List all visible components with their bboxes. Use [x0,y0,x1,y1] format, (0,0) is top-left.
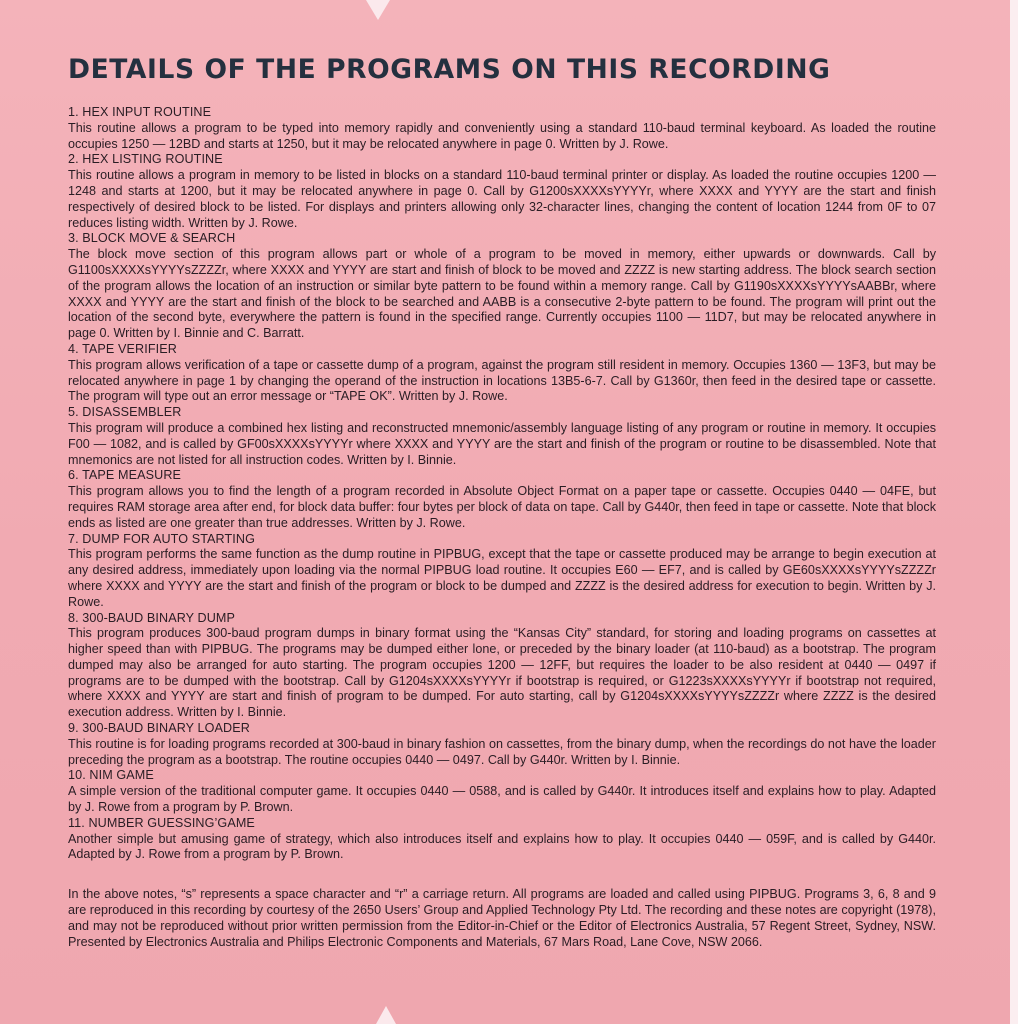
program-list [68,105,936,863]
program-item-1 [68,105,936,152]
top-notch [366,0,390,20]
program-description: This routine allows a program to be typed into memory rapidly and conveniently using a standard 110-baud terminal keyboard. As loaded the routine occupies 1250 — 12BD and starts at 1250, but it may be relocated anywhere in page 0. Written by J. Rowe. [68,120,936,151]
page-edge [1010,0,1018,1024]
document-content [68,54,936,963]
program-item-3 [68,231,936,342]
program-description: This program performs the same function as the dump routine in PIPBUG, except that the tape or cassette produced may be arrange to begin execution at any desired address, immediately upon loading via the normal PIPBUG load routine. It occupies E60 — EF7, and is called by GE60sXXXXsYYYYsZZZZr where XXXX and YYYY are the start and finish of the program or block to be dumped and ZZZZ is the desired address for execution to begin. Written by J. Rowe. [68,547,936,609]
program-heading: 1. HEX INPUT ROUTINE [68,105,212,119]
program-item-4 [68,342,936,405]
program-heading: 3. BLOCK MOVE & SEARCH [68,231,236,246]
program-heading: 6. TAPE MEASURE [68,468,182,483]
program-description: This routine allows a program in memory to be listed in blocks on a standard 110-baud terminal printer or display. As loaded the routine occupies 1200 — 1248 and starts at 1200, but it may be relocated anywhere in page 0. Call by G1200sXXXXsYYYYr, where XXXX and YYYY are the start and finish respectively of desired block to be listed. For displays and printers allowing only 32-character lines, changing the content of location 1244 from 0F to 07 reduces listing width. Written by J. Rowe. [68,168,936,230]
program-description: A simple version of the traditional computer game. It occupies 0440 — 0588, and is called by G440r. It introduces itself and explains how to play. Adapted by J. Rowe from a program by P. Brown. [68,784,936,815]
program-item-11 [68,816,936,863]
page-title: DETAILS OF THE PROGRAMS ON THIS RECORDING [68,54,831,85]
program-description: The block move section of this program allows part or whole of a program to be moved in memory, either upwards or downwards. Call by G1100sXXXXsYYYYsZZZZr, where XXXX and YYYY are start and finish of block to be moved and ZZZZ is new starting address. The block search section of the program allows the location of an instruction or similar byte pattern to be found within a memory range. Call by G1190sXXXXsYYYYsAABBr, where XXXX and YYYY are the start and finish of the block to be searched and AABB is a consecutive 2-byte pattern to be found. The program will print out the location of the second byte, everywhere the pattern is found in the specified range. Currently occupies 1100 — 11D7, but may be relocated anywhere in page 0. Written by I. Binnie and C. Barratt. [68,247,936,341]
program-heading: 9. 300-BAUD BINARY LOADER [68,721,250,736]
program-description: This program will produce a combined hex listing and reconstructed mnemonic/assembly language listing of any program or routine in memory. It occupies F00 — 1082, and is called by GF00sXXXXsYYYYr where XXXX and YYYY are the start and finish of the program or routine to be disassembled. Note that mnemonics are not listed for all instruction codes. Written by I. Binnie. [68,420,936,467]
program-heading: 4. TAPE VERIFIER [68,341,177,356]
program-description: This program allows verification of a tape or cassette dump of a program, against the program still resident in memory. Occupies 1360 — 13F3, but may be relocated anywhere in page 1 by changing the operand of the instruction in locations 13B5-6-7. Call by G1360r, then feed in the desired tape or cassette. The program will type out an error message or “TAPE OK”. Written by J. Rowe. [68,357,936,404]
program-description: This program allows you to find the length of a program recorded in Absolute Object Format on a paper tape or cassette. Occupies 0440 — 04FE, but requires RAM storage area after end, for block data buffer: four bytes per block of data on tape. Call by G440r, then feed in tape or cassette. Note that block ends as listed are one greater than true addresses. Written by J. Rowe. [68,484,936,530]
program-heading: 11. NUMBER GUESSING’GAME [68,815,255,830]
program-heading: 8. 300-BAUD BINARY DUMP [68,610,236,625]
program-heading: 10. NIM GAME [68,768,154,783]
bottom-notch [376,1006,396,1024]
program-item-10 [68,768,936,815]
program-description: This program produces 300-baud program dumps in binary format using the “Kansas City” standard, for storing and loading programs on cassettes at higher speed than with PIPBUG. The programs may be dumped either lone, or preceded by the binary loader (at 110-baud) as a bootstrap. The program dumped may also be arranged for auto starting. The program occupies 1200 — 12FF, but requires the loader to be also resident at 0440 — 0497 if programs are to be dumped with the bootstrap. Call by G1204sXXXXsYYYYr if bootstrap is required, or G1223sXXXXsYYYYr if bootstrap not required, where XXXX and YYYY are start and finish of program to be dumped. For auto starting, call by G1204sXXXXsYYYYsZZZZr where ZZZZ is the desired execution address. Written by I. Binnie. [68,626,936,720]
program-item-9 [68,721,936,768]
program-heading: 7. DUMP FOR AUTO STARTING [68,531,256,546]
program-item-8 [68,611,936,722]
footer-notes: In the above notes, “s” represents a space character and “r” a carriage return. All programs are loaded and called using PIPBUG. Programs 3, 6, 8 and 9 are reproduced in this recording by courtesy of the 2650 Users’ Group and Applied Technology Pty Ltd. The recording and these notes are copyright (1978), and may not be reproduced without prior written permission from the Editor-in-Chief or the Editor of Electronics Australia, 57 Regent Street, Sydney, NSW. Presented by Electronics Australia and Philips Electronic Components and Materials, 67 Mars Road, Lane Cove, NSW 2066. [68,887,936,949]
program-description: This routine is for loading programs recorded at 300-baud in binary fashion on cassettes, from the binary dump, when the recordings do not have the loader preceding the program as a bootstrap. The routine occupies 0440 — 0497. Call by G440r. Written by I. Binnie. [68,736,936,767]
program-heading: 5. DISASSEMBLER [68,405,182,420]
program-item-7 [68,532,936,611]
program-heading: 2. HEX LISTING ROUTINE [68,152,223,167]
program-item-6 [68,468,936,531]
program-item-2 [68,152,936,231]
program-description: Another simple but amusing game of strategy, which also introduces itself and explains how to play. It occupies 0440 — 059F, and is called by G440r. Adapted by J. Rowe from a program by P. Brown. [68,831,936,862]
program-item-5 [68,405,936,468]
